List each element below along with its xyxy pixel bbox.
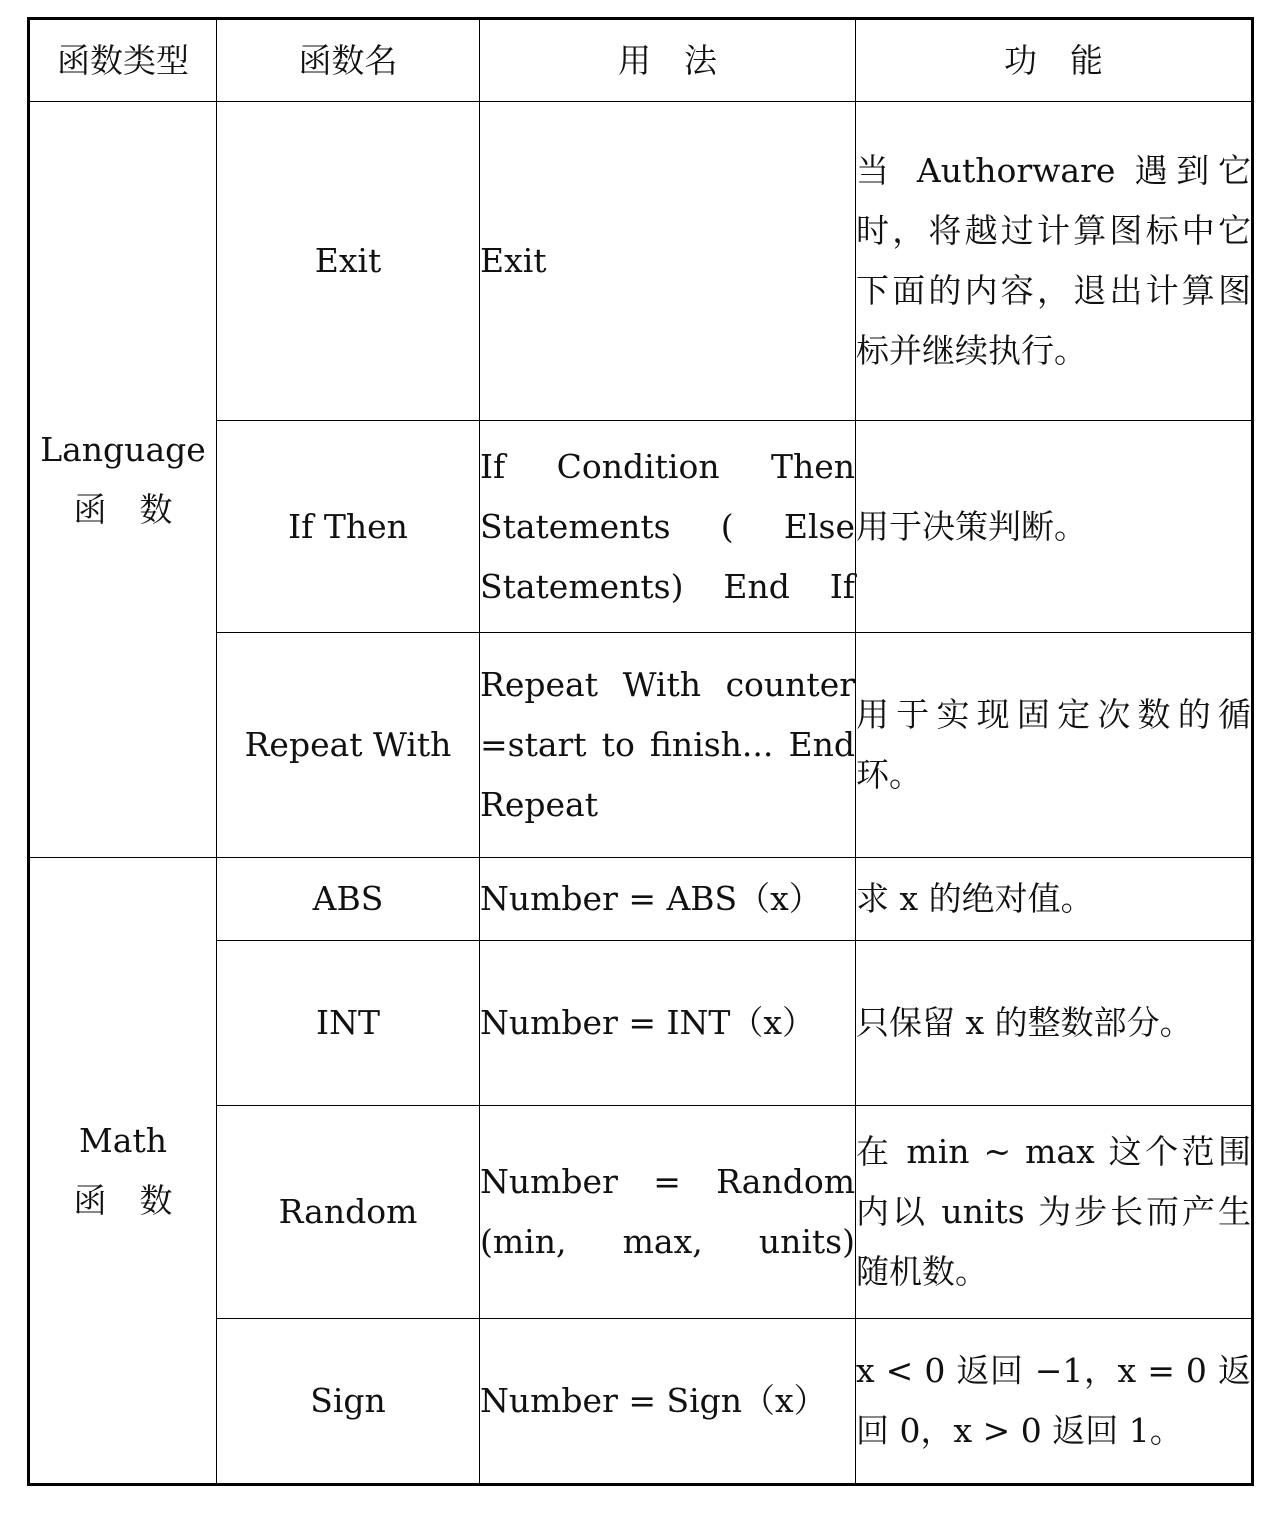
table-row bbox=[29, 858, 1253, 941]
function-description: x < 0 返回 −1，x = 0 返回 0，x > 0 返回 1。 bbox=[856, 1319, 1253, 1485]
function-description: 在 min ~ max 这个范围内以 units 为步长而产生随机数。 bbox=[856, 1106, 1253, 1319]
function-description: 用于决策判断。 bbox=[856, 421, 1253, 633]
function-name: Sign bbox=[217, 1319, 480, 1485]
function-name: INT bbox=[217, 941, 480, 1106]
header-type: 函数类型 bbox=[29, 19, 217, 102]
function-name: Random bbox=[217, 1106, 480, 1319]
category-label: Language bbox=[40, 429, 206, 469]
function-name: Exit bbox=[217, 102, 480, 421]
header-row bbox=[29, 19, 1253, 102]
function-description: 当 Authorware 遇到它时，将越过计算图标中它下面的内容，退出计算图标并继续执行。 bbox=[856, 102, 1253, 421]
function-name: Repeat With bbox=[217, 633, 480, 858]
category-label: Math bbox=[79, 1120, 167, 1160]
header-name: 函数名 bbox=[217, 19, 480, 102]
function-usage: Repeat With counter =start to finish... End Repeat bbox=[480, 633, 856, 858]
function-usage: If Condition Then Statements ( Else Statements) End If bbox=[480, 421, 856, 633]
category-sublabel: 函 数 bbox=[73, 1180, 173, 1220]
function-table bbox=[27, 17, 1254, 1486]
category-language bbox=[29, 102, 217, 858]
function-usage: Number = Sign（x） bbox=[480, 1319, 856, 1485]
function-description: 用于实现固定次数的循环。 bbox=[856, 633, 1253, 858]
function-usage: Number = Random (min, max, units) bbox=[480, 1106, 856, 1319]
function-name: If Then bbox=[217, 421, 480, 633]
header-function: 功 能 bbox=[856, 19, 1253, 102]
function-usage: Number = ABS（x） bbox=[480, 858, 856, 941]
function-usage: Exit bbox=[480, 102, 856, 421]
function-description: 只保留 x 的整数部分。 bbox=[856, 941, 1253, 1106]
function-name: ABS bbox=[217, 858, 480, 941]
table-row bbox=[29, 102, 1253, 421]
category-math bbox=[29, 858, 217, 1485]
function-usage: Number = INT（x） bbox=[480, 941, 856, 1106]
category-sublabel: 函 数 bbox=[73, 489, 173, 529]
function-description: 求 x 的绝对值。 bbox=[856, 858, 1253, 941]
header-usage: 用 法 bbox=[480, 19, 856, 102]
